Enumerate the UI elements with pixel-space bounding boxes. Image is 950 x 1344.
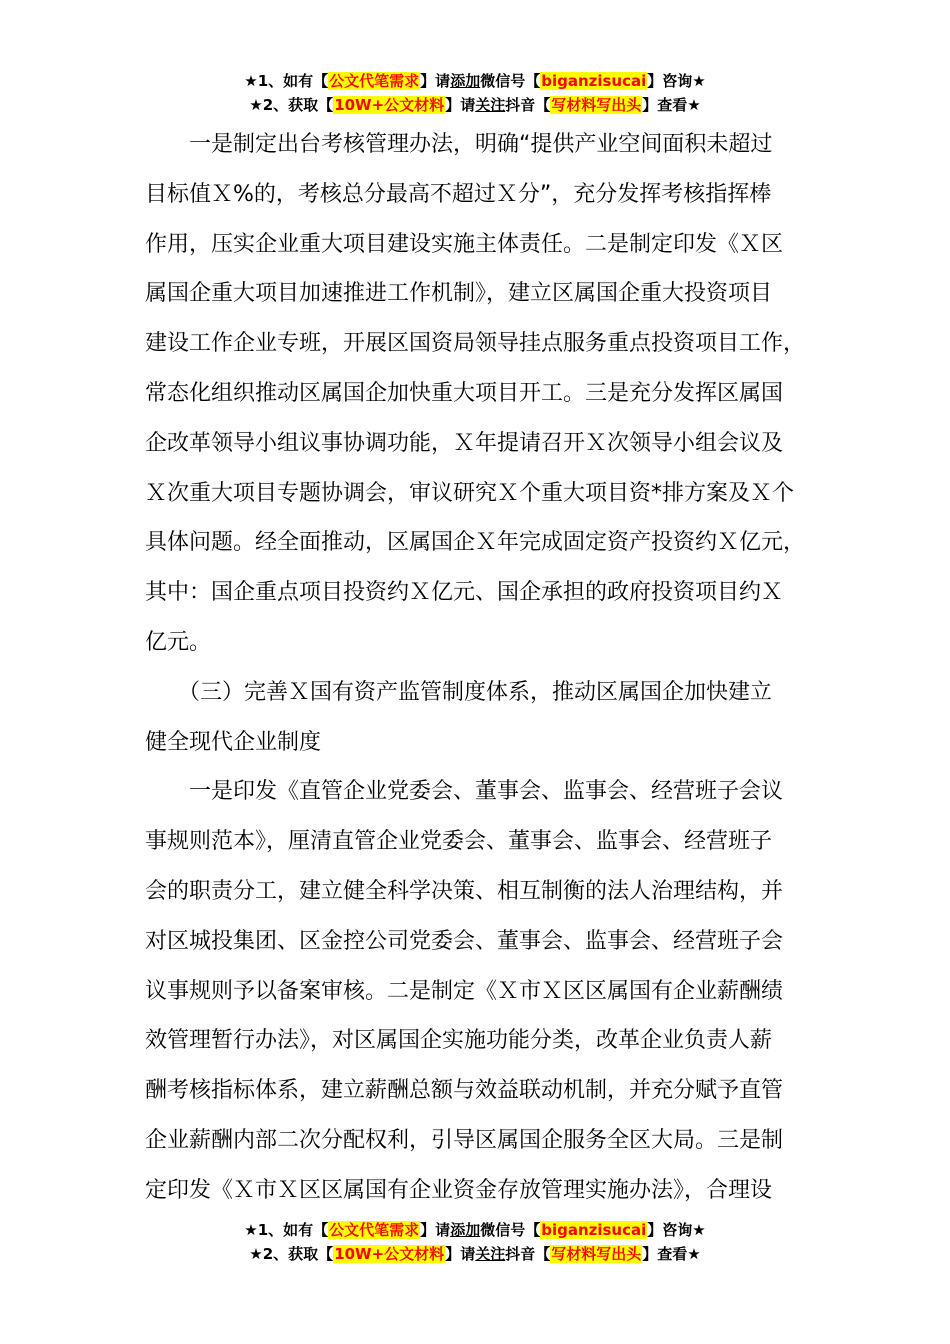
banner-text: 】请 <box>445 1245 476 1263</box>
banner-underline: 关注 <box>475 1245 506 1263</box>
text-line: 企改革领导小组议事协调功能，Ｘ年提请召开Ｘ次领导小组会议及 <box>145 430 784 456</box>
text-line: 具体问题。经全面推动，区属国企Ｘ年完成固定资产投资约Ｘ亿元， <box>145 530 806 556</box>
text-line: 属国企重大项目加速推进工作机制》，建立区属国企重大投资项目 <box>145 281 773 307</box>
banner-highlight: biganzisucai <box>541 1221 647 1239</box>
text-line: 议事规则予以备案审核。二是制定《Ｘ市Ｘ区区属国有企业薪酬绩 <box>145 978 784 1004</box>
section-heading-line: 健全现代企业制度 <box>145 729 322 755</box>
text-line: 作用，压实企业重大项目建设实施主体责任。二是制定印发《Ｘ区 <box>145 231 784 257</box>
banner-highlight: biganzisucai <box>541 72 647 90</box>
banner-text: 】查看★ <box>642 1245 701 1263</box>
section-heading-line: （三）完善Ｘ国有资产监管制度体系，推动区属国企加快建立 <box>145 679 773 705</box>
text-line: 一是印发《直管企业党委会、董事会、监事会、经营班子会议 <box>145 779 784 805</box>
banner-text: ★2、获取【 <box>249 1245 334 1263</box>
banner-underline: 添加 <box>450 1221 481 1239</box>
text-line: 其中：国企重点项目投资约Ｘ亿元、国企承担的政府投资项目约Ｘ <box>145 580 784 606</box>
text-line: 目标值Ｘ%的，考核总分最高不超过Ｘ分”，充分发挥考核指挥棒 <box>145 181 772 207</box>
text-line: 建设工作企业专班，开展区国资局领导挂点服务重点投资项目工作， <box>145 331 806 357</box>
text-line: 企业薪酬内部二次分配权利，引导区属国企服务全区大局。三是制 <box>145 1127 784 1153</box>
text-line: 定印发《Ｘ市Ｘ区区属国有企业资金存放管理实施办法》，合理设 <box>145 1177 773 1203</box>
banner-line-1 <box>0 1218 950 1242</box>
banner-highlight: 公文代笔需求 <box>329 1221 420 1239</box>
banner-text: ★1、如有【 <box>244 72 329 90</box>
banner-highlight: 10W+公文材料 <box>334 96 445 114</box>
banner-highlight: 写材料写出头 <box>551 1245 642 1263</box>
banner-underline: 添加 <box>450 72 481 90</box>
footer-banner <box>0 1218 950 1266</box>
text-line: 对区城投集团、区金控公司党委会、董事会、监事会、经营班子会 <box>145 928 784 954</box>
text-line: 酬考核指标体系，建立薪酬总额与效益联动机制，并充分赋予直管 <box>145 1078 784 1104</box>
banner-text: 微信号【 <box>480 72 541 90</box>
banner-highlight: 写材料写出头 <box>551 96 642 114</box>
text-line: 会的职责分工，建立健全科学决策、相互制衡的法人治理结构，并 <box>145 878 784 904</box>
banner-text: 】请 <box>445 96 476 114</box>
banner-text: ★1、如有【 <box>244 1221 329 1239</box>
banner-text: 】请 <box>420 1221 451 1239</box>
banner-line-2 <box>0 1242 950 1266</box>
banner-text: 抖音【 <box>505 1245 551 1263</box>
banner-highlight: 公文代笔需求 <box>329 72 420 90</box>
banner-text: 】查看★ <box>642 96 701 114</box>
text-line: 效管理暂行办法》，对区属国企实施功能分类，改革企业负责人薪 <box>145 1028 773 1054</box>
text-line: 常态化组织推动区属国企加快重大项目开工。三是充分发挥区属国 <box>145 380 784 406</box>
banner-text: 抖音【 <box>505 96 551 114</box>
banner-highlight: 10W+公文材料 <box>334 1245 445 1263</box>
document-body <box>145 120 820 1216</box>
text-line: 亿元。 <box>145 629 212 655</box>
banner-line-1 <box>0 69 950 93</box>
text-line: 事规则范本》，厘清直管企业党委会、董事会、监事会、经营班子 <box>145 829 773 855</box>
text-line: 一是制定出台考核管理办法，明确“提供产业空间面积未超过 <box>145 132 773 157</box>
header-banner <box>0 69 950 117</box>
text-line: Ｘ次重大项目专题协调会，审议研究Ｘ个重大项目资*排方案及Ｘ个 <box>145 480 795 506</box>
banner-text: 】咨询★ <box>647 1221 706 1239</box>
banner-text: 】咨询★ <box>647 72 706 90</box>
banner-text: ★2、获取【 <box>249 96 334 114</box>
banner-text: 微信号【 <box>480 1221 541 1239</box>
banner-line-2 <box>0 93 950 117</box>
banner-underline: 关注 <box>475 96 506 114</box>
banner-text: 】请 <box>420 72 451 90</box>
